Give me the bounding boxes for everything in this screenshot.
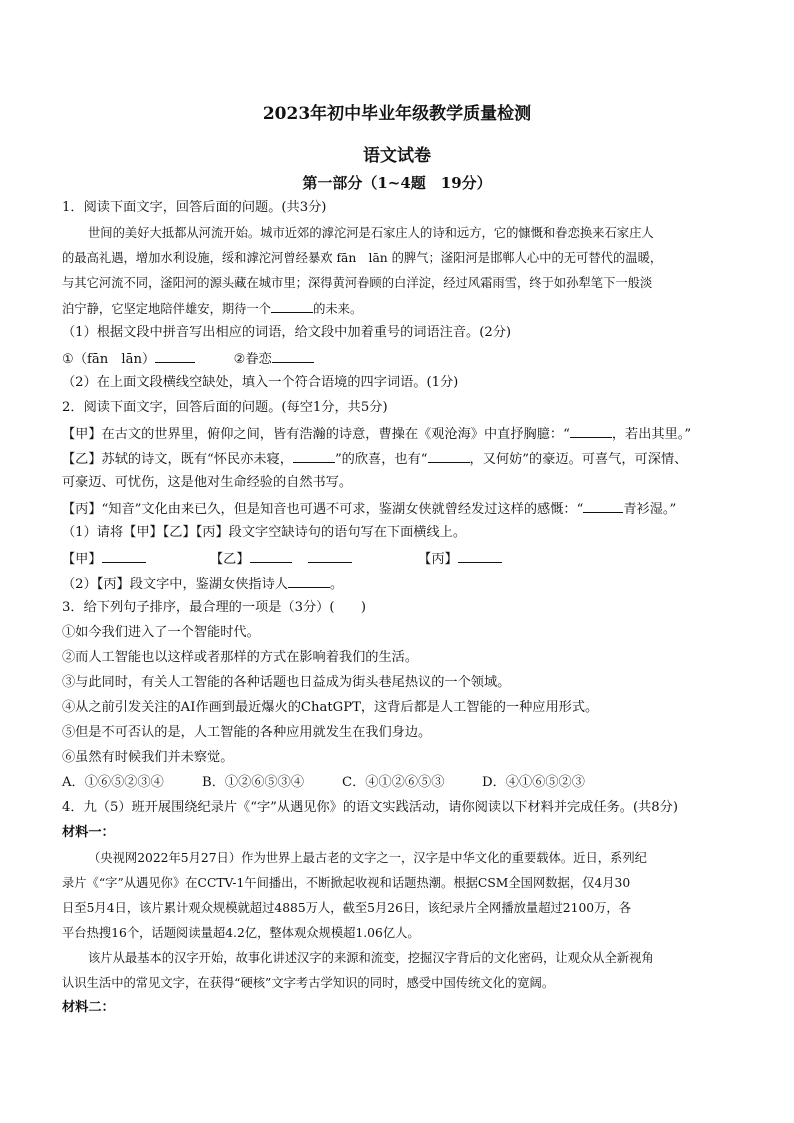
material-1-line: 认识生活中的常见文字，在获得“硬核”文字考古学知识的同时，感受中国传统文化的宽阔。: [62, 976, 555, 990]
q2-jia: [62, 423, 691, 445]
q4-stem: 4．九（5）班开展围绕纪录片《“字”从遇见你》的语文实践活动，请你阅读以下材料并完成任务。(共8分): [62, 800, 679, 815]
q2-answer-bing-label: 【丙】: [418, 552, 458, 567]
q2-jia-text: 【甲】在古文的世界里，俯仰之间，皆有浩瀚的诗意，曹操在《观沧海》中直抒胸臆：“: [62, 427, 570, 442]
q1-sub1: （1）根据文段中拼音写出相应的词语，给文段中加着重号的词语注音。(2分): [62, 325, 512, 340]
exam-title: 2023年初中毕业年级教学质量检测: [262, 104, 532, 124]
q3-item: ②而人工智能也以这样或者那样的方式在影响着我们的生活。: [62, 650, 419, 665]
q1-sub1-answers: [62, 348, 314, 370]
q1-sub1-b-blank[interactable]: [272, 348, 314, 363]
q3-item: ③与此同时，有关人工智能的各种话题也日益成为街头巷尾热议的一个领域。: [62, 675, 511, 690]
q2-sub2: [62, 573, 343, 595]
q1-sub1-a: ①（fān lān）: [62, 352, 156, 367]
q2-yi-cont: 可豪迈、可忧伤，这是他对生命经验的自然书写。: [62, 475, 353, 490]
q1-passage-line: [62, 298, 362, 319]
q2-bing-blank[interactable]: [583, 498, 623, 513]
q1-passage-line: 世间的美好大抵都从河流开始。城市近郊的滹沱河是石家庄人的诗和远方，它的慷慨和眷恋换来石家庄人: [88, 226, 654, 240]
q2-yi: [62, 448, 687, 470]
q3-item: ⑤但是不可否认的是，人工智能的各种应用就发生在我们身边。: [62, 725, 432, 740]
material-1-line: （央视网2022年5月27日）作为世界上最古老的文字之一，汉字是中华文化的重要载体。近日，系列纪: [88, 851, 647, 865]
q2-answer-bing[interactable]: [458, 548, 502, 563]
exam-subject: 语文试卷: [363, 146, 431, 166]
q2-sub1: （1）请将【甲】【乙】【丙】段文字空缺诗句的语句写在下面横线上。: [62, 525, 466, 540]
q2-sub2-text: （2）【丙】段文字中，鉴湖女侠指诗人: [62, 577, 288, 592]
q1-sub1-b: ②眷恋: [233, 352, 272, 367]
q2-answer-yi-label: 【乙】: [209, 552, 250, 567]
q2-jia-blank[interactable]: [570, 423, 612, 438]
q1-passage-line: 的最高礼遇，增加水利设施，绥和滹沱河曾经暴欢 fān lān 的脾气；滏阳河是邯郸人心中的无可替代的温暖，: [62, 251, 663, 265]
q2-bing: [62, 498, 676, 520]
q3-option-c[interactable]: C．④①②⑥⑤③: [342, 775, 445, 790]
q2-stem: 2．阅读下面文字，回答后面的问题。(每空1分，共5分): [62, 400, 388, 415]
q3-option-b[interactable]: B．①②⑥⑤③④: [202, 775, 305, 790]
material-1-line: 录片《“字”从遇见你》在CCTV-1午间播出，不断掀起收视和话题热潮。根据CSM全国网数据，仅4月30: [62, 876, 631, 890]
material-1-line: 该片从最基本的汉字开始，故事化讲述汉字的来源和流变，挖掘汉字背后的文化密码，让观众从全新视角: [88, 951, 654, 965]
q3-options: [62, 773, 585, 793]
q2-answer-yi-2[interactable]: [308, 548, 352, 563]
q2-answer-jia[interactable]: [102, 548, 146, 563]
q1-passage-line: 与其它河流不同，滏阳河的源头藏在城市里；深得黄河眷顾的白洋淀，经过风霜雨雪，终于如孙犁笔下一般淡: [62, 276, 653, 290]
q3-item: ①如今我们进入了一个智能时代。: [62, 625, 260, 640]
q2-yi-blank-2[interactable]: [428, 448, 470, 463]
q2-answer-row: [62, 548, 502, 570]
q2-yi-text: ，又何妨”的豪迈。可喜气，可深情、: [469, 452, 688, 467]
material-1-line: 平台热搜16个，话题阅读量超4.2亿，整体观众规模超1.06亿人。: [62, 926, 420, 940]
q2-sub2-blank[interactable]: [288, 573, 330, 588]
q3-option-d[interactable]: D．④①⑥⑤②③: [482, 775, 585, 790]
q2-answer-yi-1[interactable]: [250, 548, 292, 563]
q3-item: ④从之前引发关注的AI作画到最近爆火的ChatGPT，这背后都是人工智能的一种应用形式。: [62, 700, 599, 715]
q3-option-a[interactable]: A．①⑥⑤②③④: [62, 775, 164, 790]
q2-yi-text: ”的欣喜，也有“: [334, 452, 428, 467]
q1-passage-text: 泊宁静，它坚定地陪伴雄安，期待一个: [62, 302, 272, 316]
part-heading: 第一部分（1~4题 19分）: [302, 174, 492, 192]
q1-blank[interactable]: [271, 298, 313, 313]
material-1-line: 日至5月4日，该片累计观众规模就超过4885万人，截至5月26日，该纪录片全网播放量超过2100万，各: [62, 901, 631, 915]
q2-bing-text: 【丙】“知音”文化由来已久，但是知音也可遇不可求，鉴湖女侠就曾经发过这样的感慨：“: [62, 502, 584, 517]
q2-yi-text: 【乙】苏轼的诗文，既有“怀民亦未寝，: [62, 452, 293, 467]
material-2-label: 材料二：: [62, 1000, 115, 1015]
q1-stem: 1．阅读下面文字，回答后面的问题。(共3分): [62, 200, 327, 215]
q2-bing-text: 青衫湿。”: [623, 502, 677, 517]
q3-item: ⑥虽然有时候我们并未察觉。: [62, 750, 234, 765]
q1-sub1-a-blank[interactable]: [155, 348, 195, 363]
q3-stem: 3．给下列句子排序，最合理的一项是（3分）( ): [62, 600, 367, 615]
q2-yi-blank-1[interactable]: [293, 448, 335, 463]
q1-passage-text: 的未来。: [313, 302, 363, 316]
q1-sub2: （2）在上面文段横线空缺处，填入一个符合语境的四字词语。(1分): [62, 375, 459, 390]
q2-sub2-text: 。: [329, 577, 344, 592]
q2-jia-text: ，若出其里。”: [611, 427, 692, 442]
material-1-label: 材料一：: [62, 825, 115, 840]
q2-answer-jia-label: 【甲】: [62, 552, 102, 567]
